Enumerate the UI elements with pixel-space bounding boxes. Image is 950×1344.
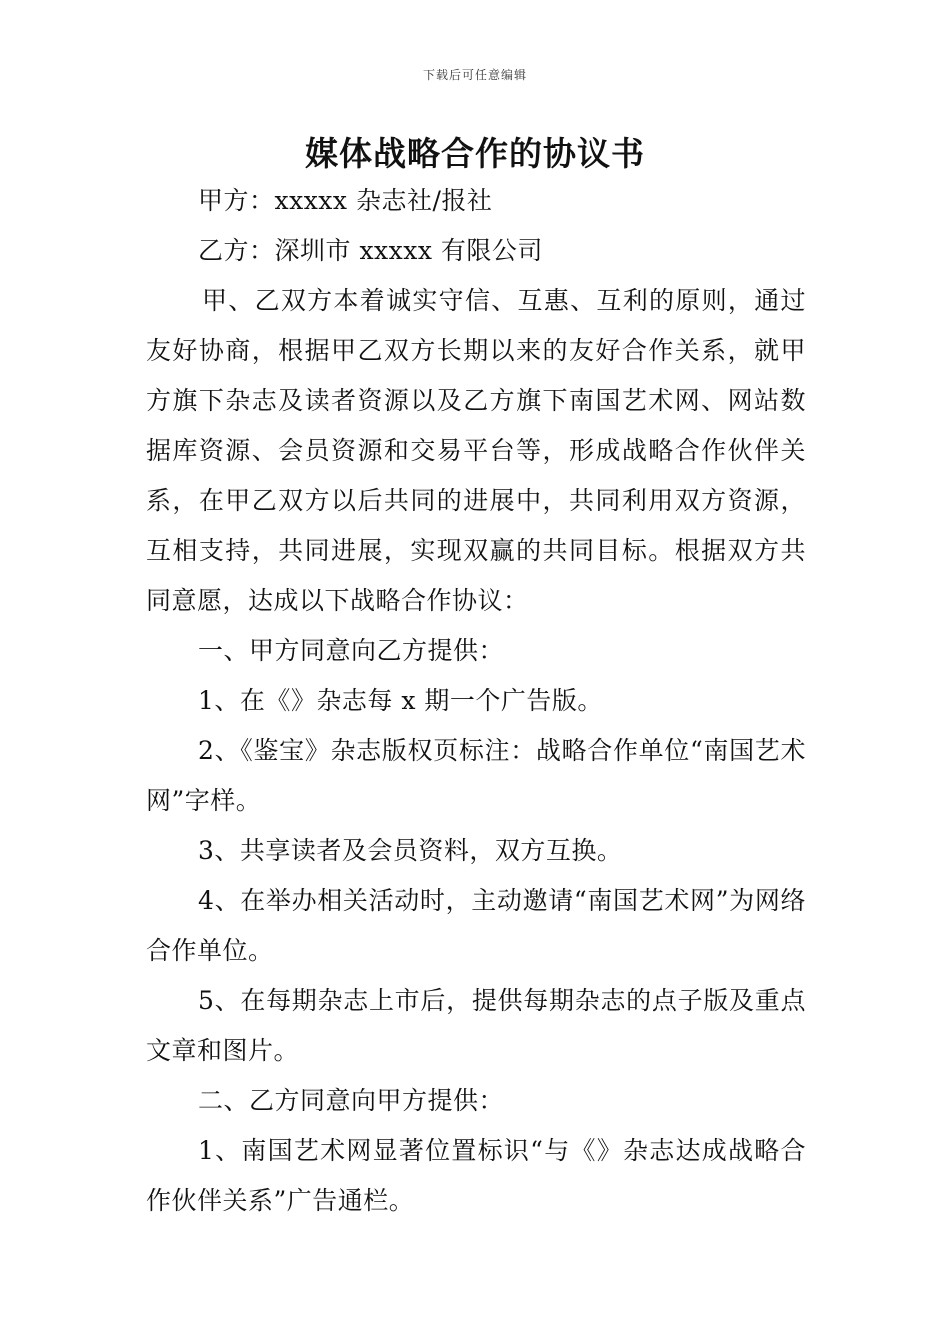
header-note: 下载后可任意编辑 xyxy=(422,68,527,82)
section-a-item: 1、在《》杂志每 x 期一个广告版。 xyxy=(198,686,603,715)
section-a-item: 5、在每期杂志上市后，提供每期杂志的点子版及重点文章和图片。 xyxy=(146,986,806,1065)
section-a-item: 2、《鉴宝》杂志版权页标注：战略合作单位“南国艺术网”字样。 xyxy=(146,736,806,815)
party-a-line: 甲方：xxxxx 杂志社/报社 xyxy=(198,186,493,215)
party-b-line: 乙方：深圳市 xxxxx 有限公司 xyxy=(198,236,543,265)
section-a-item: 3、共享读者及会员资料，双方互换。 xyxy=(198,836,623,865)
document-body xyxy=(146,176,806,1226)
section-a-heading: 一、甲方同意向乙方提供： xyxy=(198,636,505,665)
document-title: 媒体战略合作的协议书 xyxy=(305,134,645,173)
section-a-item: 4、在举办相关活动时，主动邀请“南国艺术网”为网络合作单位。 xyxy=(146,886,806,965)
section-b-item: 1、南国艺术网显著位置标识“与《》杂志达成战略合作伙伴关系”广告通栏。 xyxy=(146,1136,806,1215)
intro-paragraph: 甲、乙双方本着诚实守信、互惠、互利的原则，通过友好协商，根据甲乙双方长期以来的友好合作关系，就甲方旗下杂志及读者资源以及乙方旗下南国艺术网、网站数据库资源、会员资源和交易平台等，形成战略合作伙伴关系，在甲乙双方以后共同的进展中，共同利用双方资源，互相支持，共同进展，实现双赢的共同目标。根据双方共同意愿，达成以下战略合作协议： xyxy=(146,286,806,615)
section-b-heading: 二、乙方同意向甲方提供： xyxy=(198,1086,505,1115)
